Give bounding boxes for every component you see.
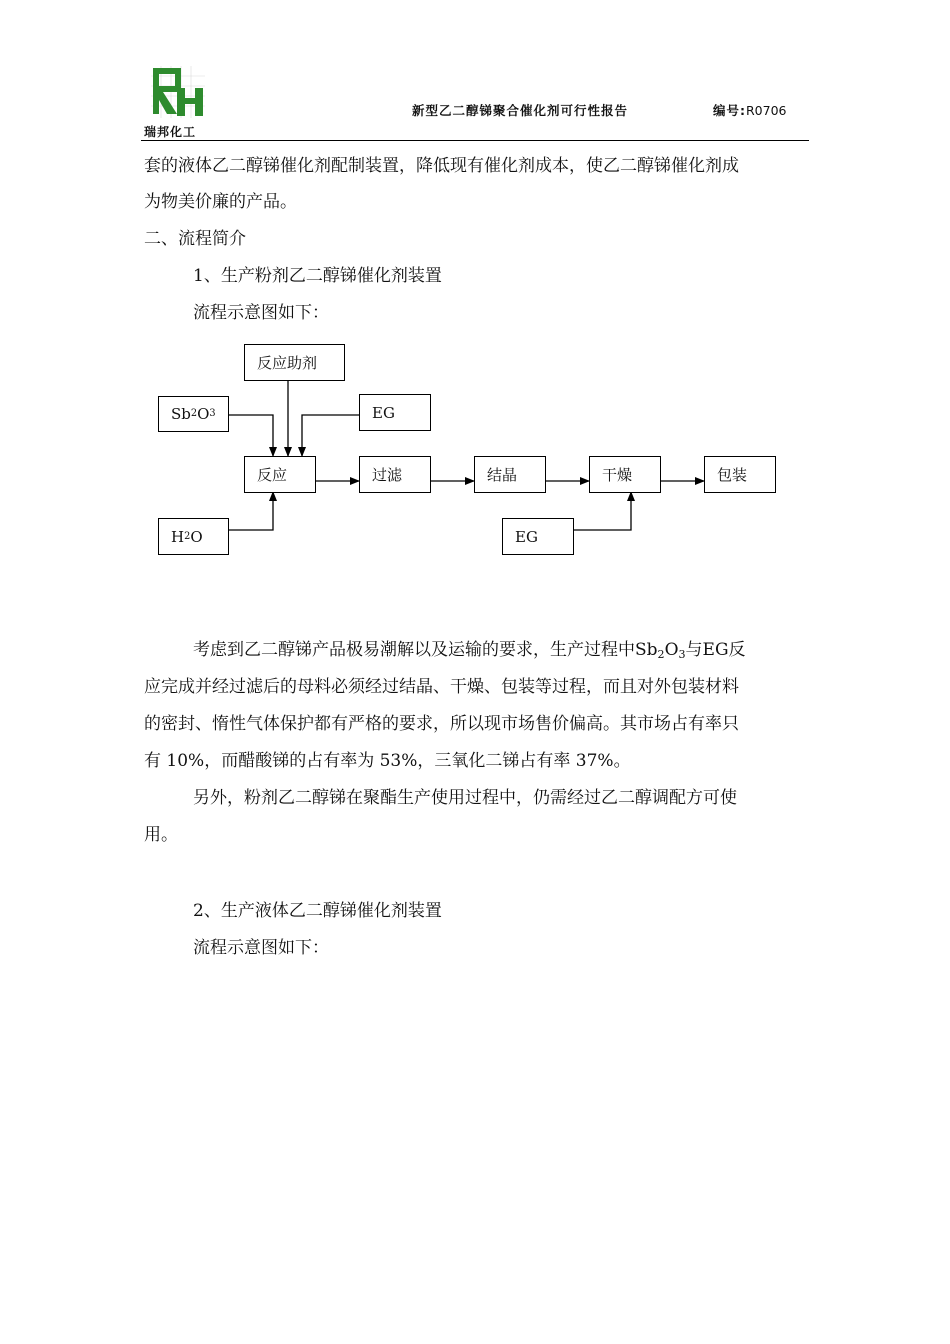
subsection-heading: 1、生产粉剂乙二醇锑催化剂装置 xyxy=(193,266,442,286)
box-reaction: 反应 xyxy=(244,456,316,493)
paragraph-line: 套的液体乙二醇锑催化剂配制装置，降低现有催化剂成本，使乙二醇锑催化剂成 xyxy=(144,156,739,176)
flow-caption: 流程示意图如下： xyxy=(193,938,329,958)
report-code xyxy=(713,101,787,119)
paragraph-line: 另外，粉剂乙二醇锑在聚酯生产使用过程中，仍需经过乙二醇调配方可使 xyxy=(193,788,737,808)
box-filter: 过滤 xyxy=(359,456,431,493)
logo-text: 瑞邦化工 xyxy=(144,125,197,139)
box-crystallize: 结晶 xyxy=(474,456,546,493)
flow-caption: 流程示意图如下： xyxy=(193,303,329,323)
box-eg-input: EG xyxy=(359,394,431,431)
paragraph-line: 有 10%，而醋酸锑的占有率为 53%，三氧化二锑占有率 37%。 xyxy=(144,751,631,771)
header-divider xyxy=(141,140,809,141)
box-sb2o3: Sb 2 O 3 xyxy=(158,396,229,432)
paragraph-line: 考虑到乙二醇锑产品极易潮解以及运输的要求，生产过程中$Sb_2O_3$与EG反 xyxy=(193,640,746,661)
company-logo xyxy=(151,66,205,118)
paragraph-line: 为物美价廉的产品。 xyxy=(144,192,297,212)
box-dry: 干燥 xyxy=(589,456,661,493)
paragraph-line: 的密封、惰性气体保护都有严格的要求，所以现市场售价偏高。其市场占有率只 xyxy=(144,714,739,734)
arrow-eg-to-reaction xyxy=(302,415,359,456)
box-h2o: H 2 O xyxy=(158,518,229,555)
box-reaction-additive: 反应助剂 xyxy=(244,344,345,381)
paragraph-line: 应完成并经过滤后的母料必须经过结晶、干燥、包装等过程，而且对外包装材料 xyxy=(144,677,739,697)
section-heading: 二、流程简介 xyxy=(144,229,246,249)
arrow-sb2o3-to-reaction xyxy=(229,415,273,456)
paragraph-line: 用。 xyxy=(144,825,178,845)
box-eg-return: EG xyxy=(502,518,574,555)
sb2o3-formula: $Sb_2O_3$ xyxy=(635,640,686,661)
arrow-eg-to-dry xyxy=(574,492,631,530)
subsection-heading: 2、生产液体乙二醇锑催化剂装置 xyxy=(193,901,442,921)
box-pack: 包装 xyxy=(704,456,776,493)
code-value: R0706 xyxy=(746,103,787,118)
code-label: 编号: xyxy=(713,103,746,118)
report-title: 新型乙二醇锑聚合催化剂可行性报告 xyxy=(412,103,629,118)
arrow-reaction-to-h2o xyxy=(229,492,273,530)
